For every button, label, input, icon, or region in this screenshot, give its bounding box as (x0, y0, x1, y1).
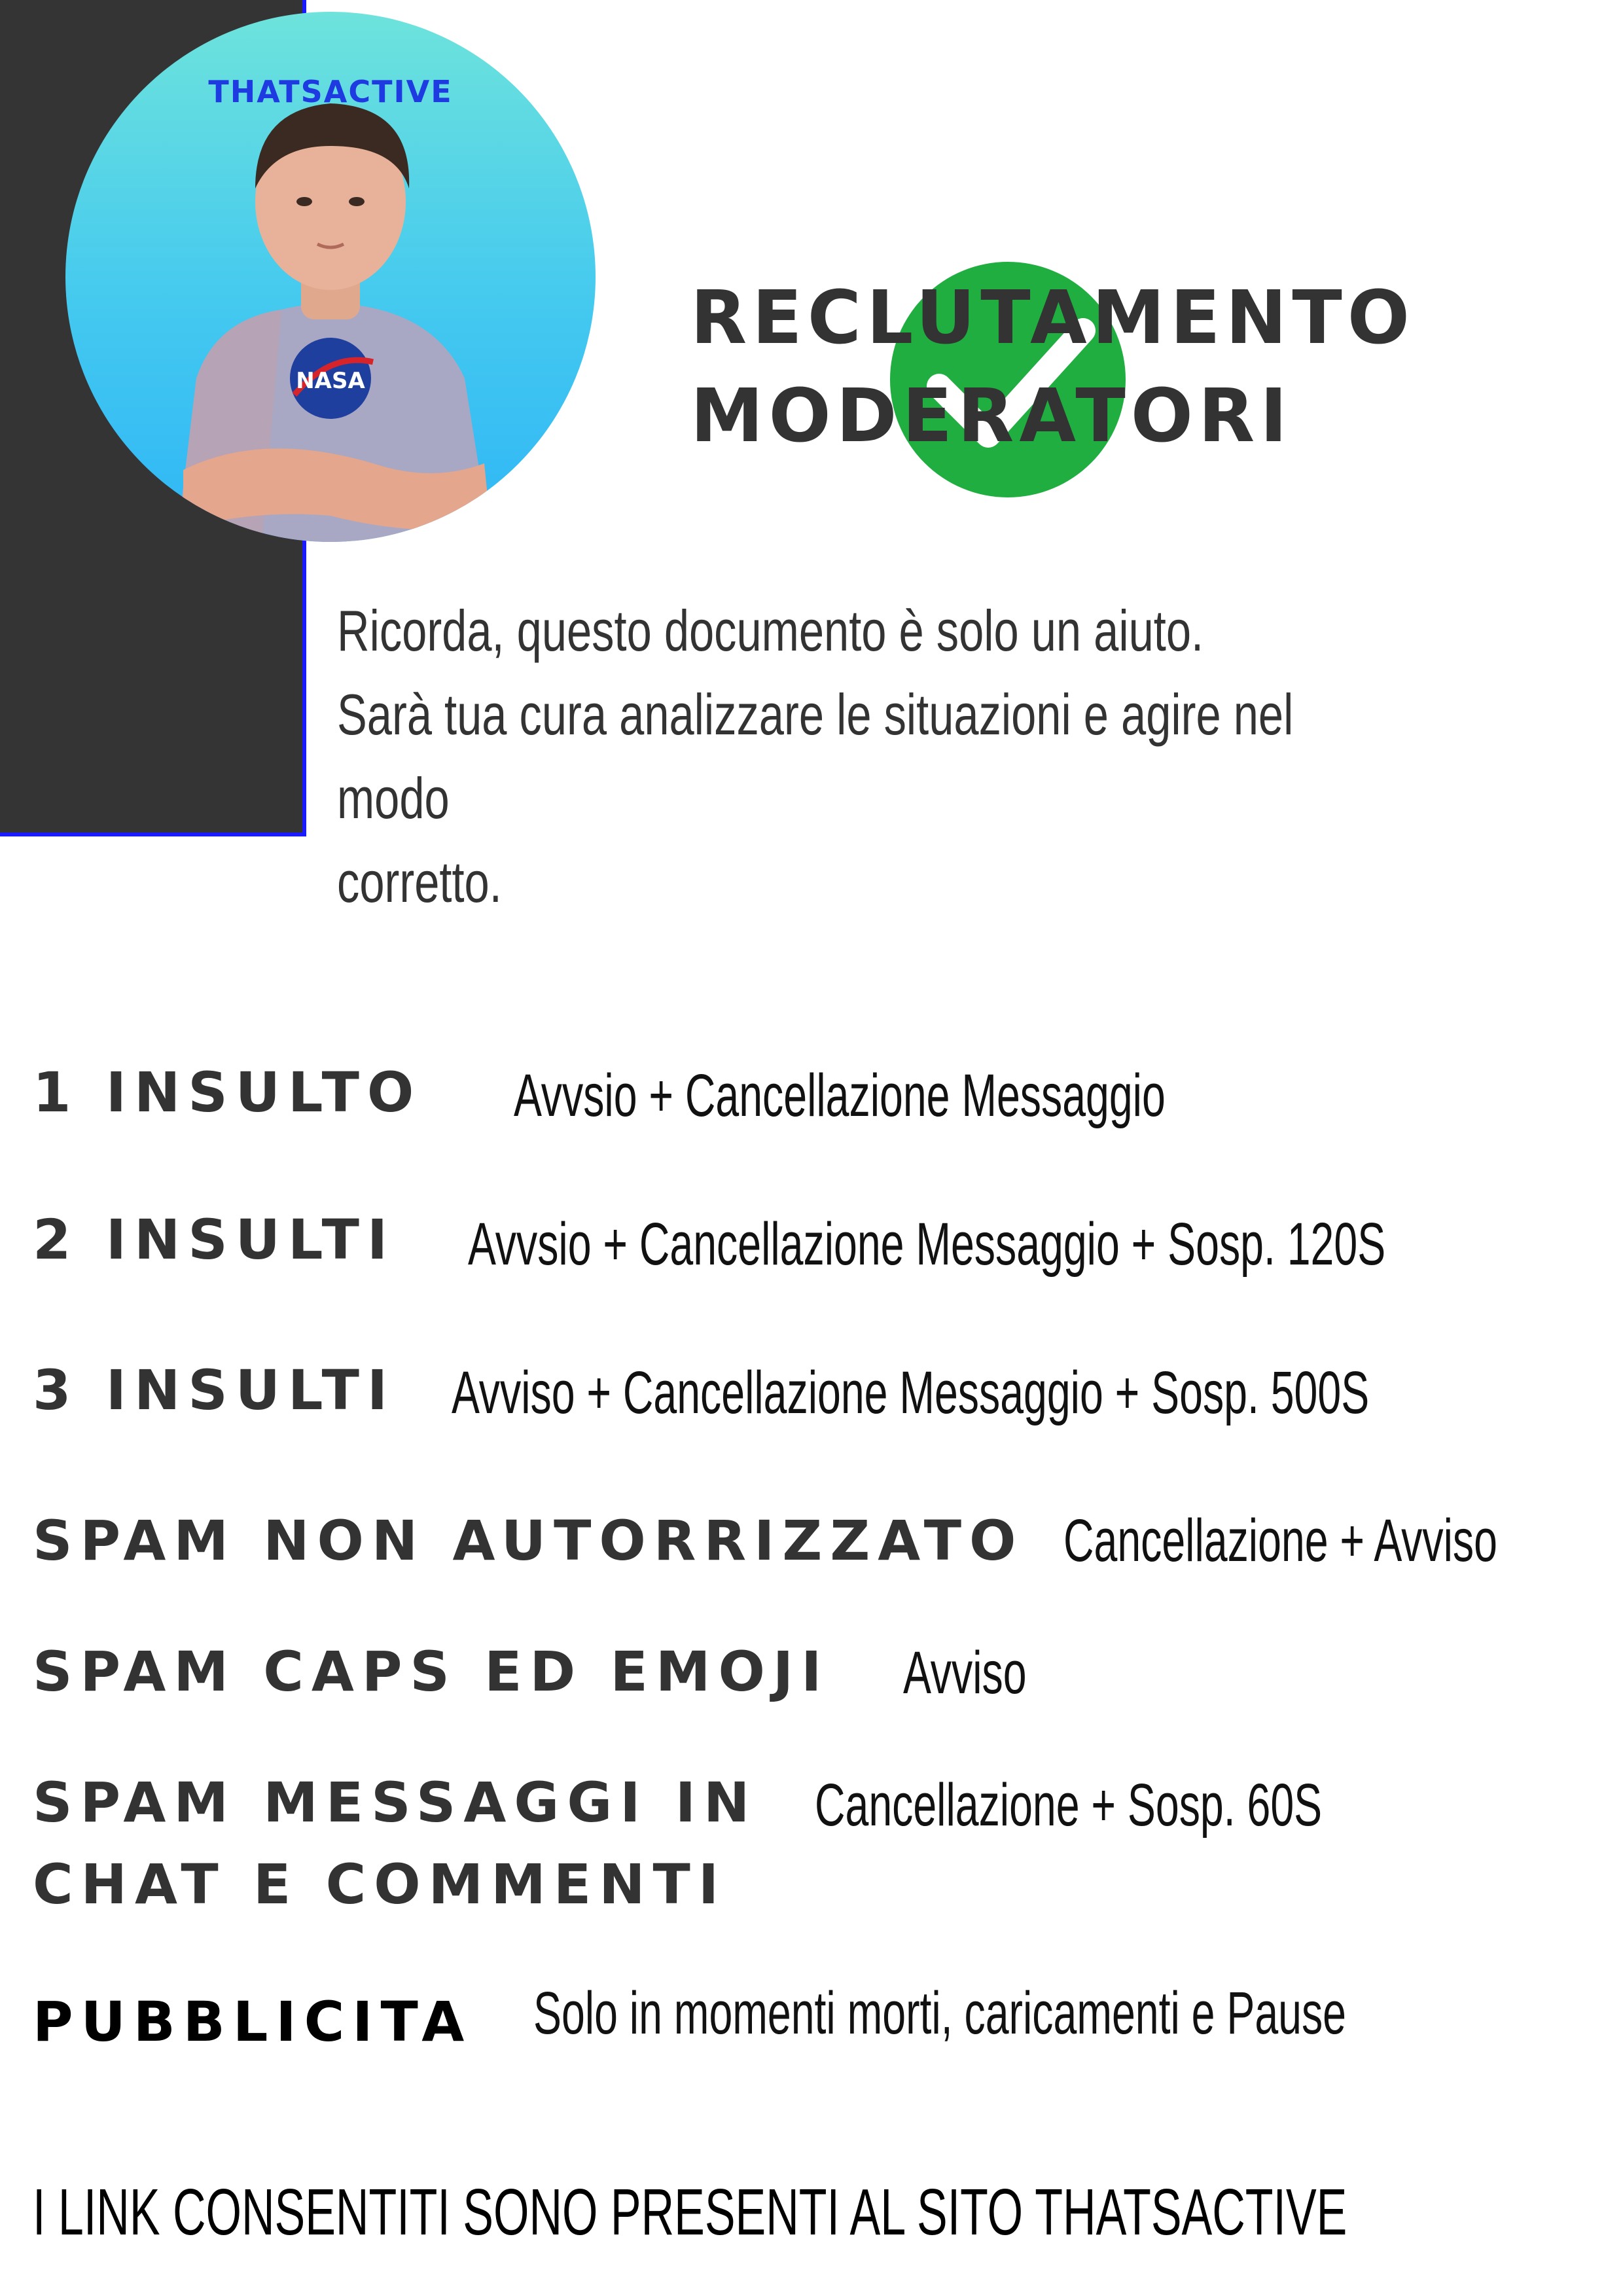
rule-label: SPAM NON AUTORRIZZATO (33, 1509, 1024, 1573)
rule-action: Cancellazione + Avviso (1063, 1507, 1497, 1574)
intro-line: Sarà tua cura analizzare le situazioni e agire nel modo (337, 682, 1294, 831)
rule-label-line2: CHAT E COMMENTI (33, 1852, 727, 1916)
footer-note: I LINK CONSENTITI SONO PRESENTI AL SITO THATSACTIVE (33, 2176, 1347, 2249)
rule-action: Avvsio + Cancellazione Messaggio + Sosp. 120S (468, 1211, 1386, 1278)
rule-label: PUBBLICITA (33, 1990, 473, 2054)
brand-logo-text: THATSACTIVE (208, 74, 453, 109)
rule-action: Avvsio + Cancellazione Messaggio (514, 1062, 1166, 1129)
rule-label: 3 INSULTI (33, 1358, 396, 1422)
rule-action: Cancellazione + Sosp. 60S (815, 1772, 1323, 1839)
page-title-line2: MODERATORI (690, 374, 1293, 459)
page-title-line1: RECLUTAMENTO (690, 276, 1415, 361)
page-title-block (690, 262, 1476, 511)
intro-paragraph (337, 589, 1307, 924)
intro-line: corretto. (337, 850, 502, 914)
profile-avatar (65, 12, 596, 542)
rule-label: SPAM CAPS ED EMOJI (33, 1640, 830, 1704)
rule-action: Avviso (903, 1640, 1027, 1706)
rule-action: Avviso + Cancellazione Messaggio + Sosp. 500S (452, 1359, 1370, 1426)
rule-action: Solo in momenti morti, caricamenti e Pause (533, 1980, 1346, 2047)
rule-label: SPAM MESSAGGI IN (33, 1770, 758, 1835)
rule-label: 2 INSULTI (33, 1208, 396, 1272)
rule-label: 1 INSULTO (33, 1060, 422, 1124)
intro-line: Ricorda, questo documento è solo un aiuto. (337, 598, 1204, 663)
svg-text:NASA: NASA (296, 368, 365, 394)
